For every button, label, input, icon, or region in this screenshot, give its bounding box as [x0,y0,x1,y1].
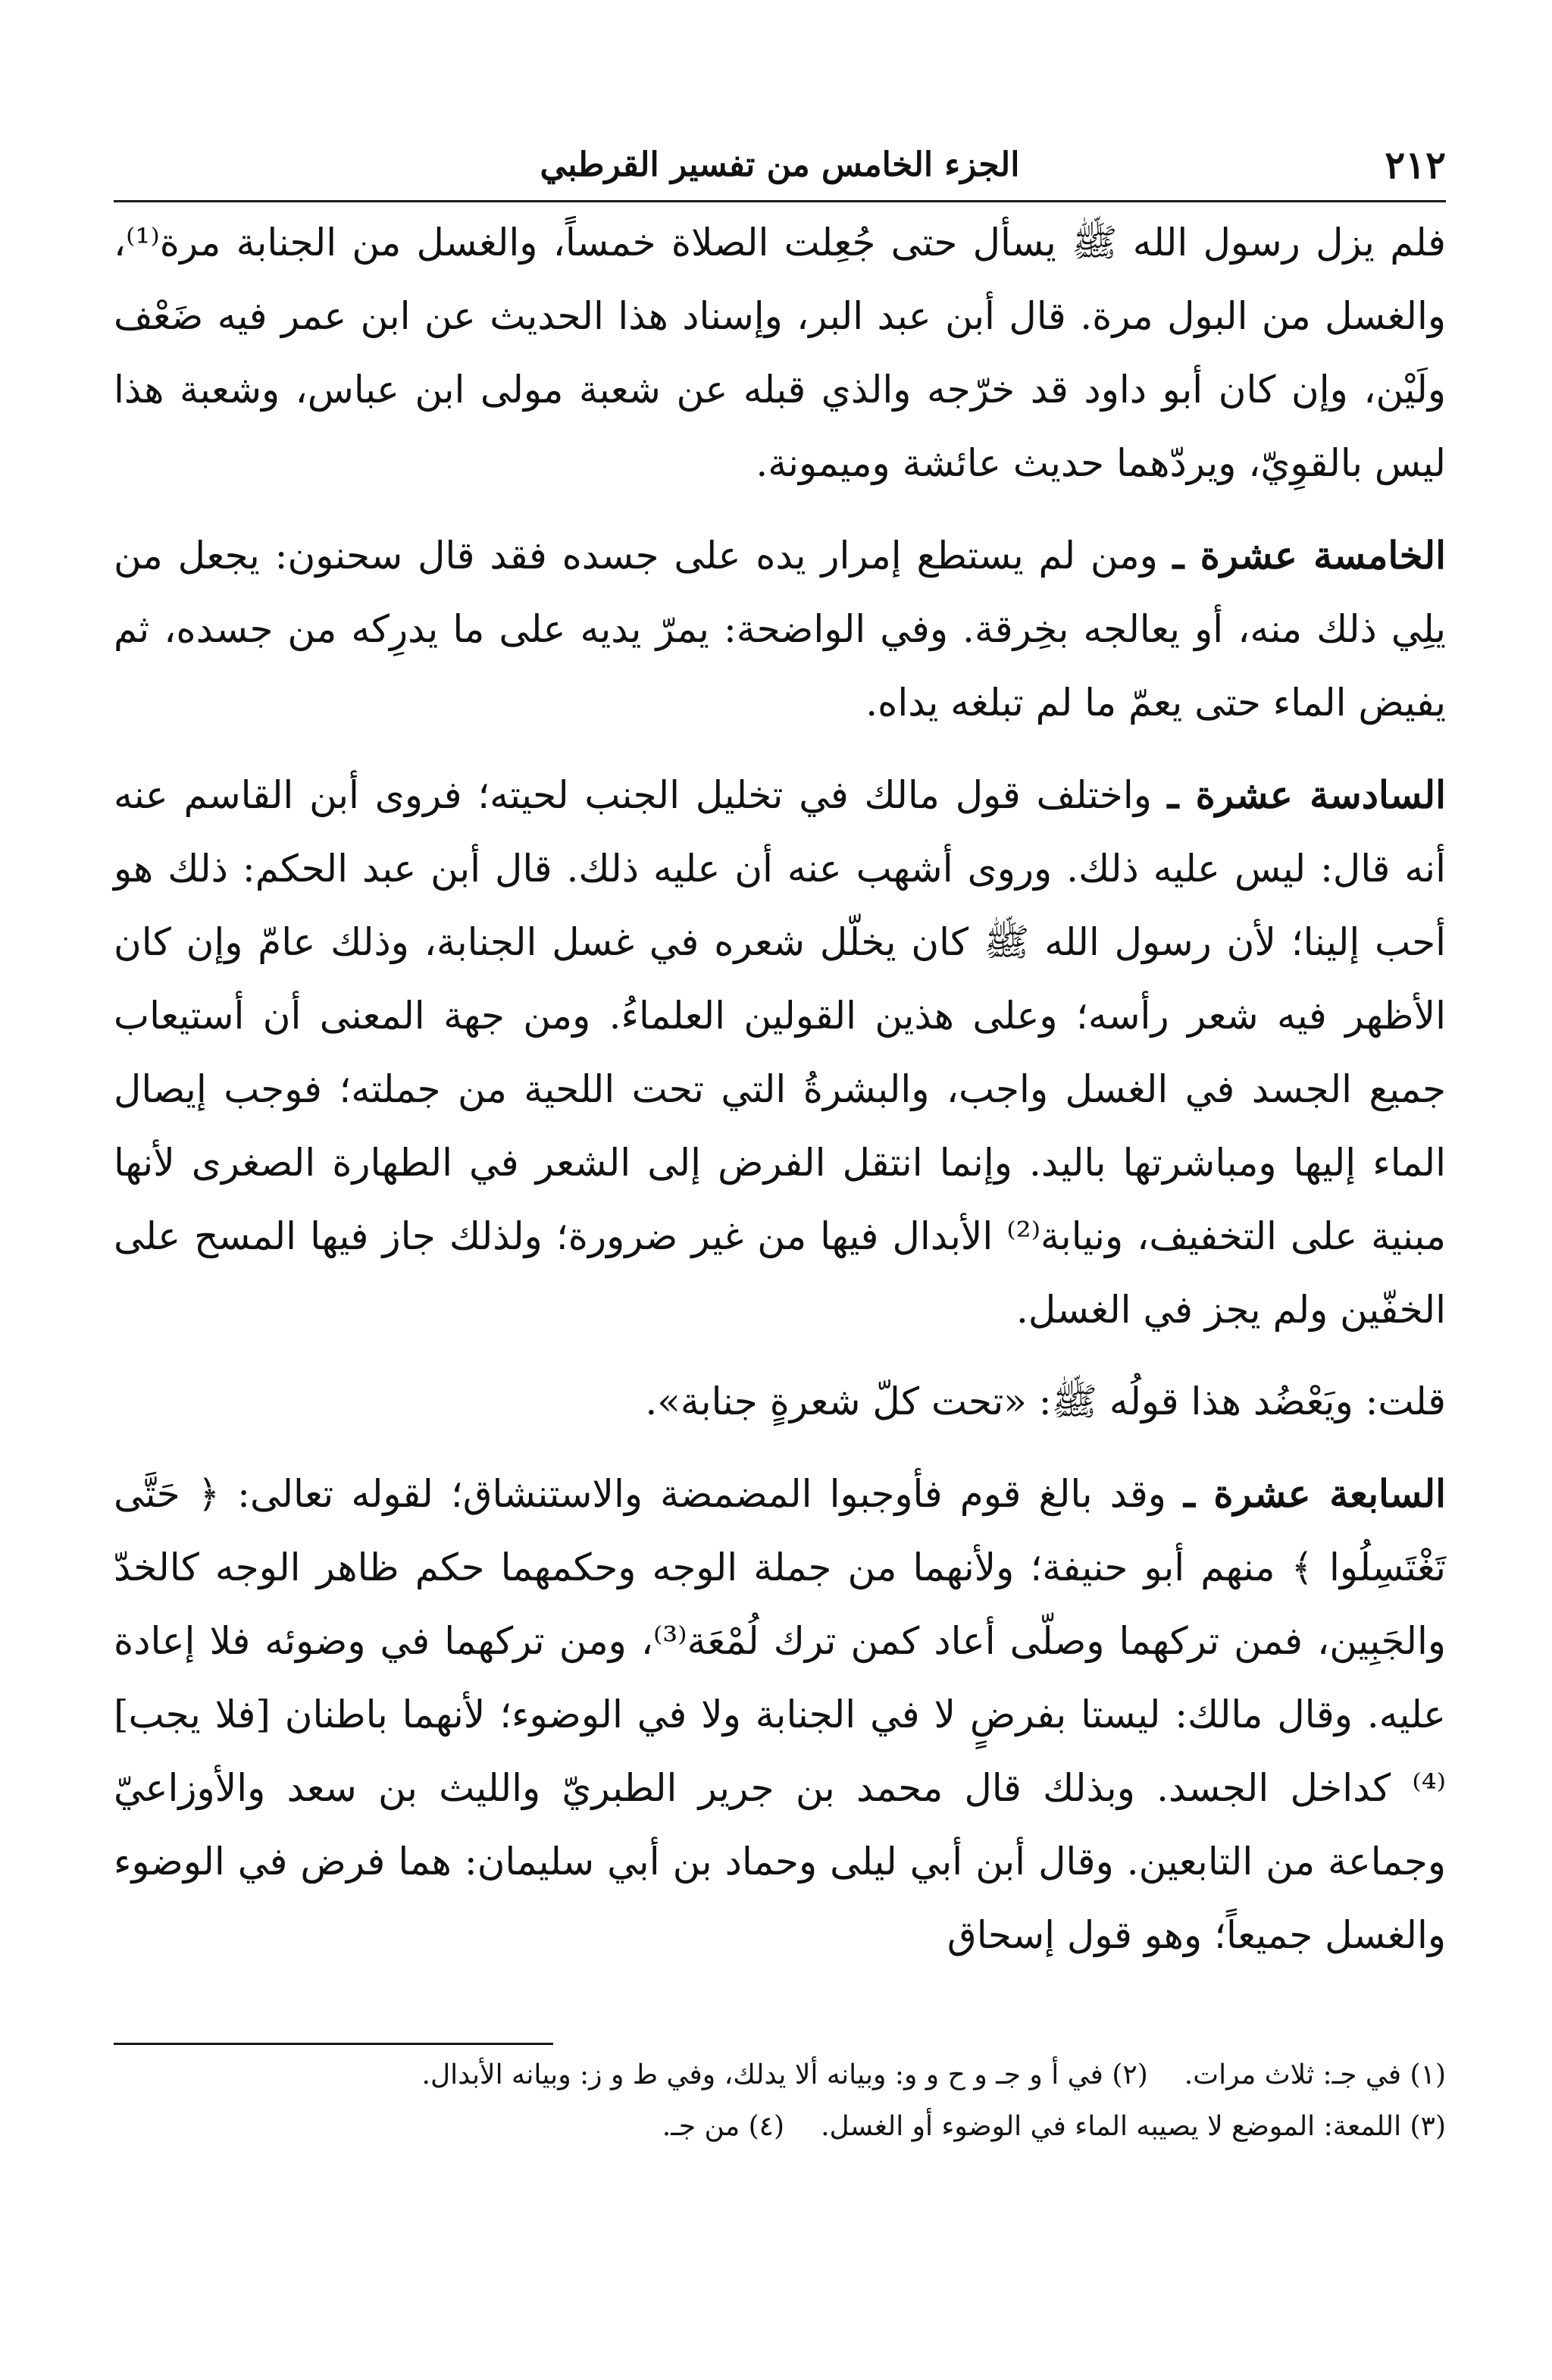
footnote-1: (١) في جـ: ثلاث مرات. [1184,2059,1446,2090]
paragraph-continuation: فلم يزل رسول الله ﷺ يسأل حتى جُعِلت الصلاة خمساً، والغسل من الجنابة مرة⁽¹⁾، والغسل من البول مرة. قال أبن عبد البر، وإسناد هذا الحديث عن ابن عمر فيه ضَعْف ولَيْن، وإن كان أبو داود قد خرّجه والذي قبله عن شعبة مولى ابن عباس، وشعبة هذا ليس بالقوِيّ، ويردّهما حديث عائشة وميمونة. [114,221,1446,485]
paragraph-text: ومن لم يستطع إمرار يده على جسده فقد قال سحنون: يجعل من يلِي ذلك منه، أو يعالجه بخِرقة. وفي الواضحة: يمرّ يديه على ما يدرِكه من جسده، ثم يفيض الماء حتى يعمّ ما لم تبلغه يداه. [114,534,1446,725]
header-title: الجزء الخامس من تفسير القرطبي [540,146,1020,184]
paragraph-seventeenth [114,1457,1446,1972]
footnote-4: (٤) من جـ. [662,2111,785,2142]
section-heading-sixteenth: السادسة عشرة ـ [1167,772,1446,817]
paragraph-text: واختلف قول مالك في تخليل الجنب لحيته؛ فروى أبن القاسم عنه أنه قال: ليس عليه ذلك. وروى أشهب عنه أن عليه ذلك. قال أبن عبد الحكم: ذلك هو أحب إلينا؛ لأن رسول الله ﷺ كان يخلّل شعره في غسل الجنابة، وذلك عامّ وإن كان الأظهر فيه شعر رأسه؛ وعلى هذين القولين العلماءُ. ومن جهة المعنى أن أستيعاب جميع الجسد في الغسل واجب، والبشرةُ التي تحت اللحية من جملته؛ فوجب إيصال الماء إليها ومباشرتها باليد. وإنما انتقل الفرض إلى الشعر في الطهارة الصغرى لأنها مبنية على التخفيف، ونيابة⁽²⁾ الأبدال فيها من غير ضرورة؛ ولذلك جاز فيها المسح على الخفّين ولم يجز في الغسل. [114,773,1446,1332]
paragraph-commentary: قلت: ويَعْضُد هذا قولُه ﷺ: «تحت كلّ شعرةٍ جنابة». [645,1379,1446,1423]
footnote-line [114,2101,1446,2153]
section-heading-fifteenth: الخامسة عشرة ـ [1172,533,1446,578]
page-number: ٢١٢ [1385,142,1446,187]
paragraph-sixteenth [114,758,1446,1347]
footnote-line [114,2050,1446,2101]
main-text [114,206,1446,1990]
footnote-divider [114,2043,553,2045]
footnotes [114,2043,1446,2153]
footnote-2: (٢) في أ و جـ و ح و و: وبيانه ألا يدلك، وفي ط و ز: وبيانه الأبدال. [421,2059,1148,2090]
paragraph-text: وقد بالغ قوم فأوجبوا المضمضة والاستنشاق؛ لقوله تعالى: ﴿ حَتَّى تَغْتَسِلُوا ﴾ منهم أبو حنيفة؛ ولأنهما من جملة الوجه وحكمهما حكم ظاهر الوجه كالخدّ والجَبِين، فمن تركهما وصلّى أعاد كمن ترك لُمْعَة⁽³⁾، ومن تركهما في وضوئه فلا إعادة عليه. وقال مالك: ليستا بفرضٍ لا في الجنابة ولا في الوضوء؛ لأنهما باطنان [فلا يجب]⁽⁴⁾ كداخل الجسد. وبذلك قال محمد بن جرير الطبريّ والليث بن سعد والأوزاعيّ وجماعة من التابعين. وقال أبن أبي ليلى وحماد بن أبي سليمان: هما فرض في الوضوء والغسل جميعاً؛ وهو قول إسحاق [114,1472,1446,1957]
paragraph-fifteenth [114,518,1446,740]
footnote-3: (٣) اللمعة: الموضع لا يصيبه الماء في الوضوء أو الغسل. [821,2111,1446,2142]
section-heading-seventeenth: السابعة عشرة ـ [1184,1471,1447,1516]
running-header [114,130,1446,202]
